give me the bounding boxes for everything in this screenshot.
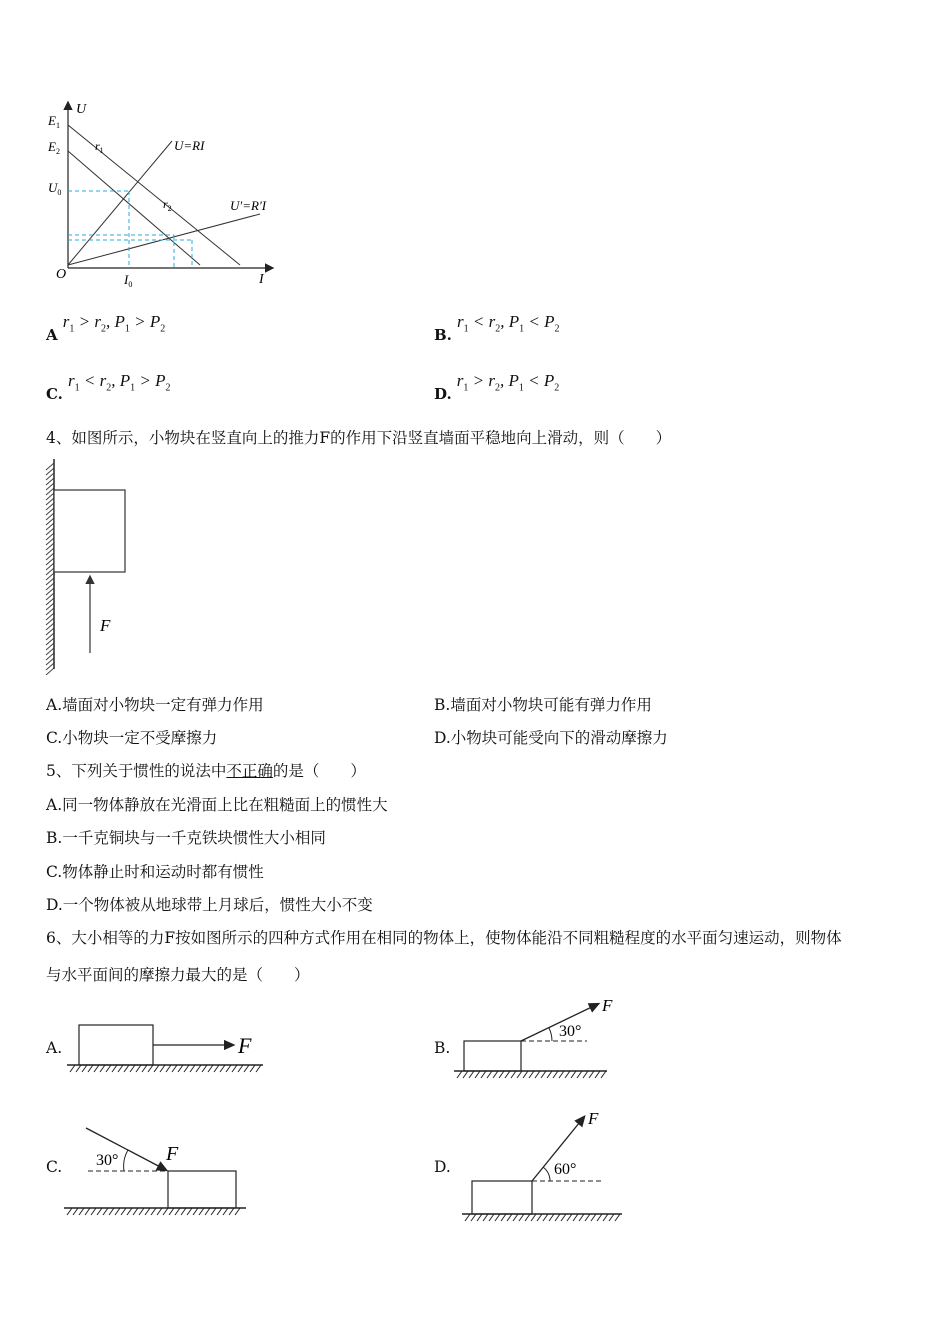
q5-option-a[interactable]: A.同一物体静放在光滑面上比在粗糙面上的惯性大 — [46, 796, 388, 814]
angle-arc — [124, 1150, 128, 1171]
q6-option-d-label[interactable]: D. — [434, 1158, 451, 1176]
option-label: C. — [46, 385, 63, 403]
wall-block-diagram — [40, 455, 150, 675]
axis-i-label: I — [259, 272, 264, 287]
q5-stem — [46, 761, 366, 781]
force-label: F — [602, 996, 613, 1015]
line-uri-prime-label: U′=R′I — [230, 198, 267, 213]
q3-option-a[interactable] — [46, 312, 166, 344]
q3-option-d[interactable] — [434, 371, 560, 403]
q6-diagram-a — [65, 1018, 270, 1078]
option-expr-visual: $r_1 < r_2$, $P_1 < P_2$ — [457, 312, 560, 335]
force-label: F — [166, 1143, 179, 1165]
option-label: D. — [434, 385, 452, 403]
block — [472, 1181, 532, 1214]
q5-stem-post: 的是（ ） — [272, 762, 366, 780]
line-uri-label: U=RI — [174, 138, 205, 153]
q5-option-c[interactable]: C.物体静止时和运动时都有惯性 — [46, 863, 264, 881]
q5-option-d[interactable]: D.一个物体被从地球带上月球后，惯性大小不变 — [46, 896, 373, 914]
q6-option-b-label[interactable]: B. — [434, 1039, 451, 1057]
q6-option-a-label[interactable]: A. — [46, 1039, 63, 1057]
e2-label: $E_2$ — [48, 139, 60, 156]
q3-option-c[interactable] — [46, 371, 171, 403]
q4-option-b[interactable]: B.墙面对小物块可能有弹力作用 — [434, 696, 652, 714]
q6-diagram-d — [460, 1100, 630, 1225]
q5-option-b[interactable]: B.一千克铜块与一千克铁块惯性大小相同 — [46, 829, 326, 847]
q6-stem-line2: 与水平面间的摩擦力最大的是（ ） — [46, 966, 310, 984]
block — [54, 490, 125, 572]
uv-graph — [40, 95, 290, 295]
u0-label: $U_0$ — [48, 180, 62, 197]
option-label: B. — [434, 326, 452, 344]
ground-hatching — [67, 1208, 240, 1215]
angle-label: 60° — [554, 1161, 577, 1178]
force-label: F — [238, 1033, 252, 1058]
q4-option-a[interactable]: A.墙面对小物块一定有弹力作用 — [46, 696, 264, 714]
q5-stem-pre: 5、下列关于惯性的说法中 — [46, 762, 227, 780]
i0-label: $I_0$ — [124, 272, 133, 289]
block — [168, 1171, 236, 1208]
resistor-line-r — [68, 141, 172, 265]
force-label: F — [588, 1109, 599, 1128]
q5-stem-underlined: 不正确 — [226, 762, 273, 780]
q6-option-c-label[interactable]: C. — [46, 1158, 63, 1176]
ground-hatching — [465, 1214, 620, 1221]
angle-label: 30° — [559, 1023, 582, 1040]
angle-arc — [549, 1028, 552, 1041]
force-label: F — [100, 616, 111, 635]
q6-stem-line1: 6、大小相等的力F按如图所示的四种方式作用在相同的物体上，使物体能沿不同粗糙程度的水平面匀速运动，则物体 — [46, 929, 842, 947]
source-line-1 — [68, 125, 240, 265]
q6-diagram-c — [62, 1118, 252, 1220]
r1-label: $r_1$ — [95, 139, 104, 155]
r2-label: $r_2$ — [163, 197, 172, 213]
dashed-guides — [68, 191, 192, 267]
option-expr-visual: $r_1 < r_2$, $P_1 > P_2$ — [68, 371, 171, 394]
option-label: A — [46, 326, 58, 344]
q3-option-b[interactable] — [434, 312, 560, 344]
block — [464, 1041, 521, 1071]
q4-option-d[interactable]: D.小物块可能受向下的滑动摩擦力 — [434, 729, 668, 747]
ground-hatching — [457, 1071, 606, 1078]
angle-arc — [543, 1167, 550, 1181]
block — [79, 1025, 153, 1065]
ground-hatching — [70, 1065, 261, 1072]
option-expr-visual: $r_1 > r_2$, $P_1 < P_2$ — [456, 371, 560, 394]
wall-hatching — [46, 463, 54, 675]
q4-stem: 4、如图所示，小物块在竖直向上的推力F的作用下沿竖直墙面平稳地向上滑动，则（ ） — [46, 429, 672, 447]
q6-diagram-b — [452, 993, 617, 1083]
axis-u-label: U — [76, 102, 87, 117]
option-expr-visual: $r_1 > r_2$, $P_1 > P_2$ — [62, 312, 166, 335]
origin-label: O — [56, 267, 67, 282]
angle-label: 30° — [96, 1152, 119, 1169]
q4-option-c[interactable]: C.小物块一定不受摩擦力 — [46, 729, 218, 747]
e1-label: $E_1$ — [48, 113, 60, 130]
